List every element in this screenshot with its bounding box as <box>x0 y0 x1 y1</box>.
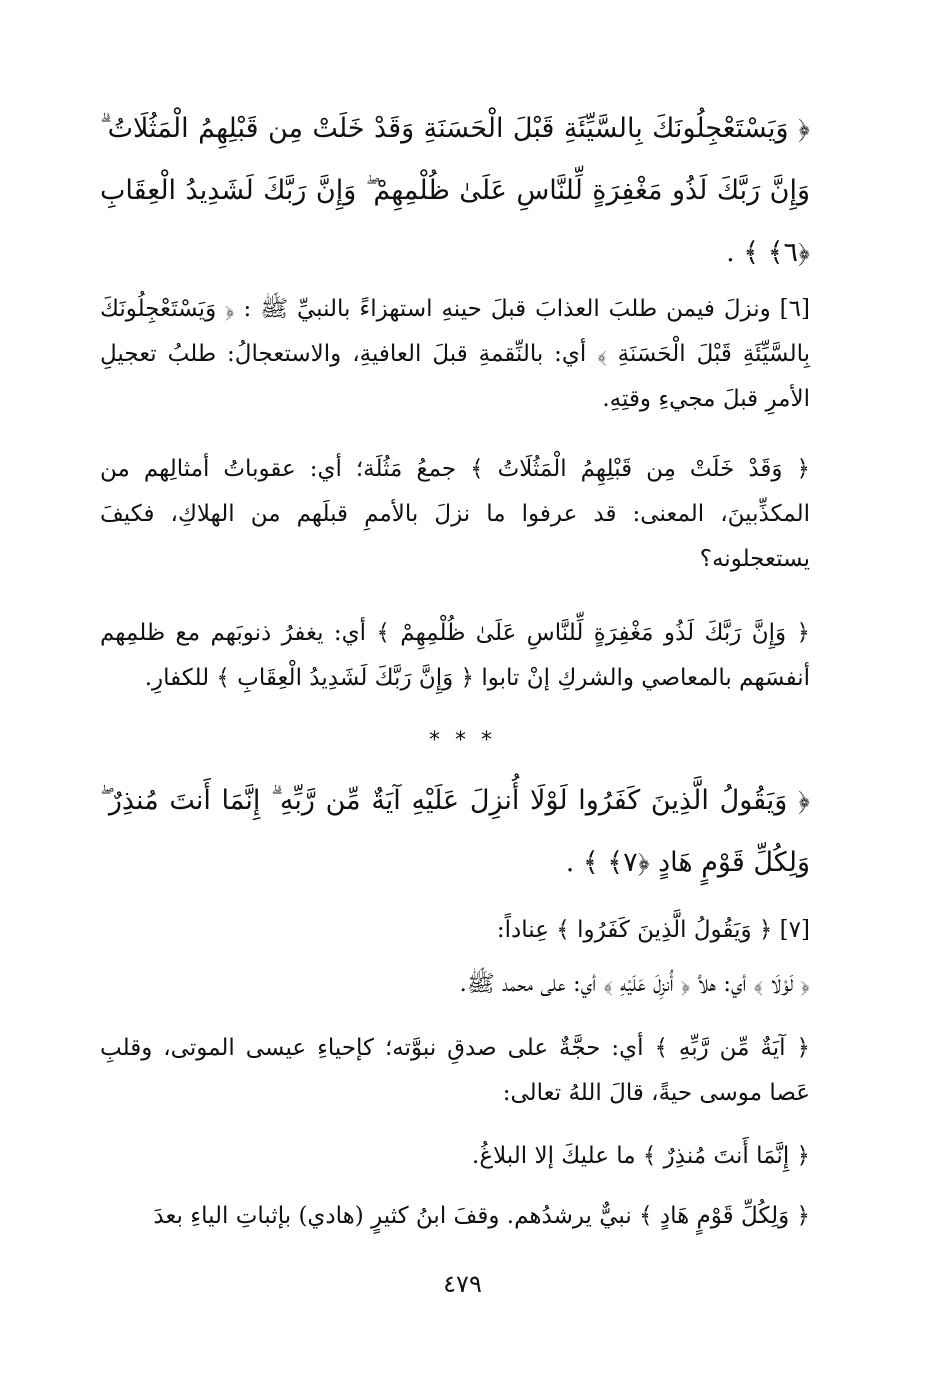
commentary-paragraph: ﴿ وَقَدْ خَلَتْ مِن قَبْلِهِمُ الْمَثُلَاتُ ﴾ جمعُ مَثُلَة؛ أي: عقوباتُ أمثالِهم من المكذِّبينَ، المعنى: قد عرفوا ما نزلَ بالأممِ قبلَهم من الهلاكِ، فكيفَ يستعجلونه؟ <box>100 456 810 572</box>
commentary-paragraph: ﴿ إِنَّمَا أَنتَ مُنذِرٌ ﴾ ما عليكَ إلا البلاغُ. <box>472 1143 810 1169</box>
page-number: ٤٧٩ <box>443 1270 482 1298</box>
commentary-paragraph: ﴿ وَإِنَّ رَبَّكَ لَذُو مَغْفِرَةٍ لِّلنَّاسِ عَلَىٰ ظُلْمِهِمْ ﴾ أي: يغفرُ ذنوبَهم مع ظلمِهم أنفسَهم بالمعاصي والشركِ إنْ تابوا ﴿ وَإِنَّ رَبَّكَ لَشَدِيدُ الْعِقَابِ ﴾ للكفارِ. <box>100 620 810 691</box>
commentary-paragraph: [٦] ونزلَ فيمن طلبَ العذابَ قبلَ حينهِ استهزاءً بالنبيِّ ﷺ : ﴿ وَيَسْتَعْجِلُونَكَ بِالسَّيِّئَةِ قَبْلَ الْحَسَنَةِ ﴾ أي: بالنِّقمةِ قبلَ العافيةِ، والاستعجالُ: طلبُ تعجيلِ الأمرِ قبلَ مجيءِ وقتِهِ. <box>100 296 810 412</box>
commentary-paragraph: [٧] ﴿ وَيَقُولُ الَّذِينَ كَفَرُوا ﴾ عِناداً: <box>496 917 810 943</box>
commentary-paragraph: ﴿ وَلِكُلِّ قَوْمٍ هَادٍ ﴾ نبيٌّ يرشدُهم. وقفَ ابنُ كثيرٍ (هادي) بإثباتِ الياءِ بعدَ <box>153 1203 810 1229</box>
section-divider: * * * <box>429 728 496 753</box>
commentary-paragraph: ﴿ آيَةٌ مِّن رَّبِّهِ ﴾ أي: حجَّةٌ على صدقِ نبوَّته؛ كإحياءِ عيسى الموتى، وقلبِ عَصا موسى حيةً، قالَ اللهُ تعالى: <box>100 1035 810 1106</box>
quran-verse-6: ﴿ وَيَسْتَعْجِلُونَكَ بِالسَّيِّئَةِ قَبْلَ الْحَسَنَةِ وَقَدْ خَلَتْ مِن قَبْلِهِمُ الْمَثُلَاتُ ۗ وَإِنَّ رَبَّكَ لَذُو مَغْفِرَةٍ لِّلنَّاسِ عَلَىٰ ظُلْمِهِمْ ۖ وَإِنَّ رَبَّكَ لَشَدِيدُ الْعِقَابِ ﴿٦﴾ ﴾ . <box>100 113 810 268</box>
commentary-paragraph: ﴿ لَوْلَا ﴾ أي: هلاَّ ﴿ أُنزِلَ عَلَيْهِ ﴾ أي: على محمد ﷺ. <box>459 971 810 997</box>
quran-verse-7: ﴿ وَيَقُولُ الَّذِينَ كَفَرُوا لَوْلَا أُنزِلَ عَلَيْهِ آيَةٌ مِّن رَّبِّهِ ۗ إِنَّمَا أَنتَ مُنذِرٌ ۖ وَلِكُلِّ قَوْمٍ هَادٍ ﴿٧﴾ ﴾ . <box>100 785 810 878</box>
